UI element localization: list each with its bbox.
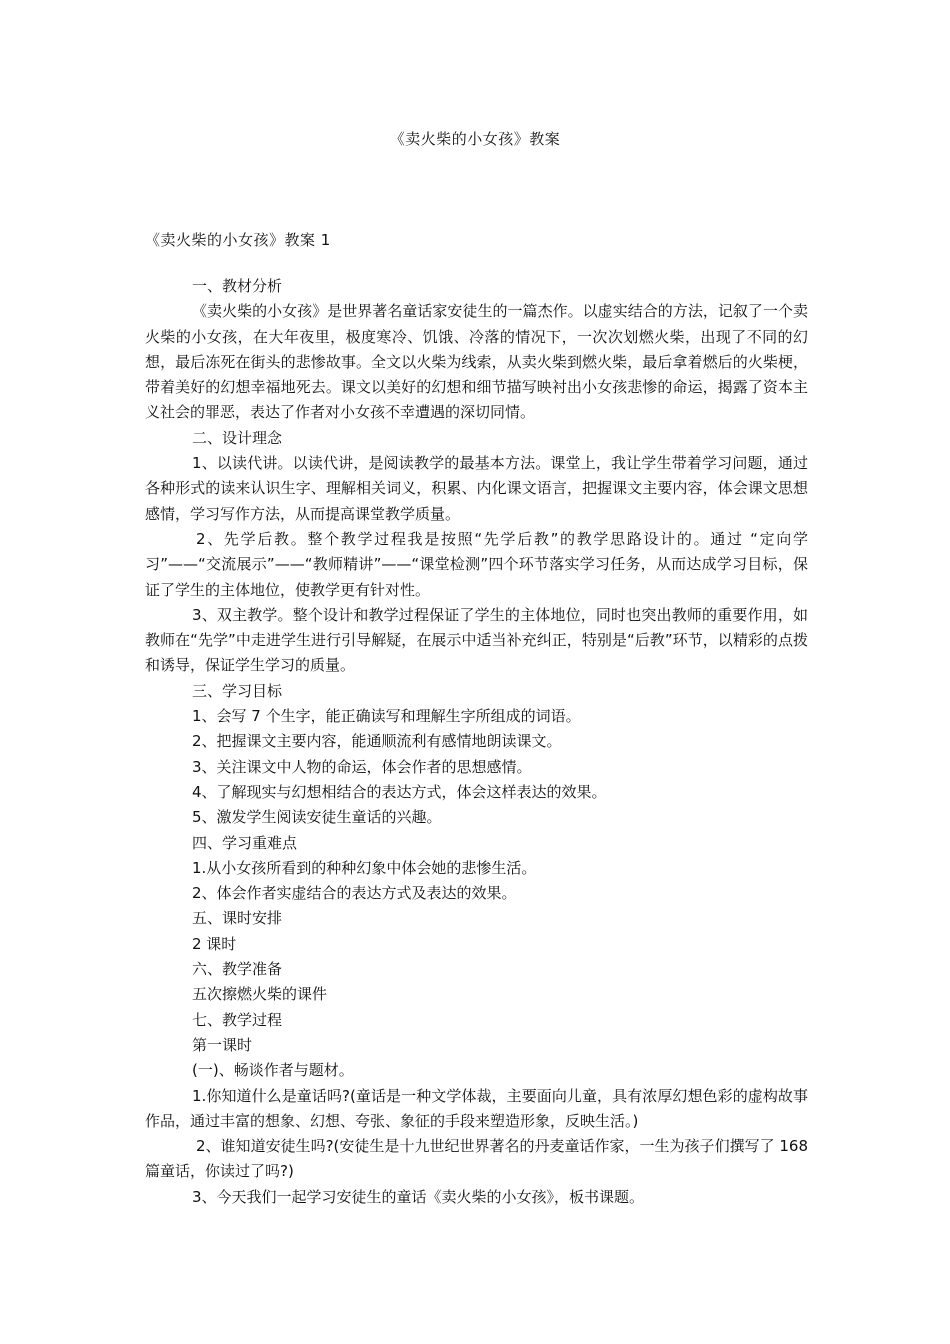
heading-learning-goals: 三、学习目标 [192,681,283,700]
paragraph-textbook-analysis: 《卖火柴的小女孩》是世界著名童话家安徒生的一篇杰作。以虚实结合的方法，记叙了一个卖火柴的小女孩，在大年夜里，极度寒冷、饥饿、冷落的情况下，一次次划燃火柴，出现了不同的幻想，最后冻死在街头的悲惨故事。全文以火柴为线索，从卖火柴到燃火柴，最后拿着燃后的火柴梗，带着美好的幻想幸福地死去。课文以美好的幻想和细节描写映衬出小女孩悲惨的命运，揭露了资本主义社会的罪恶，表达了作者对小女孩不幸遭遇的深切同情。 [145,302,808,422]
heading-design-concept: 二、设计理念 [192,428,283,447]
paragraph-step-1: (一)、畅谈作者与题材。 [192,1061,354,1080]
paragraph-question-1: 1.你知道什么是童话吗?(童话是一种文学体裁，主要面向儿童，具有浓厚幻想色彩的虚构故事作品，通过丰富的想象、幻想、夸张、象征的手段来塑造形象，反映生活。) [145,1086,808,1130]
heading-key-points: 四、学习重难点 [192,833,298,852]
document-title: 《卖火柴的小女孩》教案 [389,130,561,148]
heading-process: 七、教学过程 [192,1010,283,1029]
paragraph-concept-3: 3、双主教学。整个设计和教学过程保证了学生的主体地位，同时也突出教师的重要作用，如教师在“先学”中走进学生进行引导解疑，在展示中适当补充纠正，特别是“后教”环节，以精彩的点拨和诱导，保证学生学习的质量。 [145,605,808,675]
paragraph-question-2: 2、谁知道安徒生吗?(安徒生是十九世纪世界著名的丹麦童话作家，一生为孩子们撰写了 168 篇童话，你读过了吗?) [145,1137,808,1181]
list-item-goal-1: 1、会写 7 个生字，能正确读写和理解生字所组成的词语。 [192,707,581,726]
list-item-goal-5: 5、激发学生阅读安徒生童话的兴趣。 [192,808,442,827]
list-item-key-1: 1.从小女孩所看到的种种幻象中体会她的悲惨生活。 [192,858,537,877]
paragraph-concept-2: 2、先学后教。整个教学过程我是按照“先学后教”的教学思路设计的。通过 “定向学习”——“交流展示”——“教师精讲”——“课堂检测”四个环节落实学习任务，从而达成学习目标，保证了学生的主体地位，使教学更有针对性。 [145,529,808,599]
heading-preparation: 六、教学准备 [192,960,283,979]
heading-textbook-analysis: 一、教材分析 [192,277,283,295]
list-item-goal-3: 3、关注课文中人物的命运，体会作者的思想感情。 [192,757,532,776]
document-body [145,274,808,1210]
paragraph-preparation: 五次擦燃火柴的课件 [192,985,328,1004]
paragraph-question-3: 3、今天我们一起学习安徒生的童话《卖火柴的小女孩》，板书课题。 [192,1187,645,1206]
heading-schedule: 五、课时安排 [192,909,283,928]
section-title: 《卖火柴的小女孩》教案 1 [145,231,331,249]
paragraph-concept-1: 1、以读代讲。以读代讲，是阅读教学的最基本方法。课堂上，我让学生带着学习问题，通过各种形式的读来认识生字、理解相关词义，积累、内化课文语言，把握课文主要内容，体会课文思想感情，学习写作方法，从而提高课堂教学质量。 [145,454,808,523]
list-item-key-2: 2、体会作者实虚结合的表达方式及表达的效果。 [192,884,517,903]
list-item-goal-2: 2、把握课文主要内容，能通顺流利有感情地朗读课文。 [192,732,562,751]
list-item-goal-4: 4、了解现实与幻想相结合的表达方式，体会这样表达的效果。 [192,782,607,801]
paragraph-first-lesson: 第一课时 [192,1035,253,1054]
paragraph-schedule: 2 课时 [192,934,237,953]
